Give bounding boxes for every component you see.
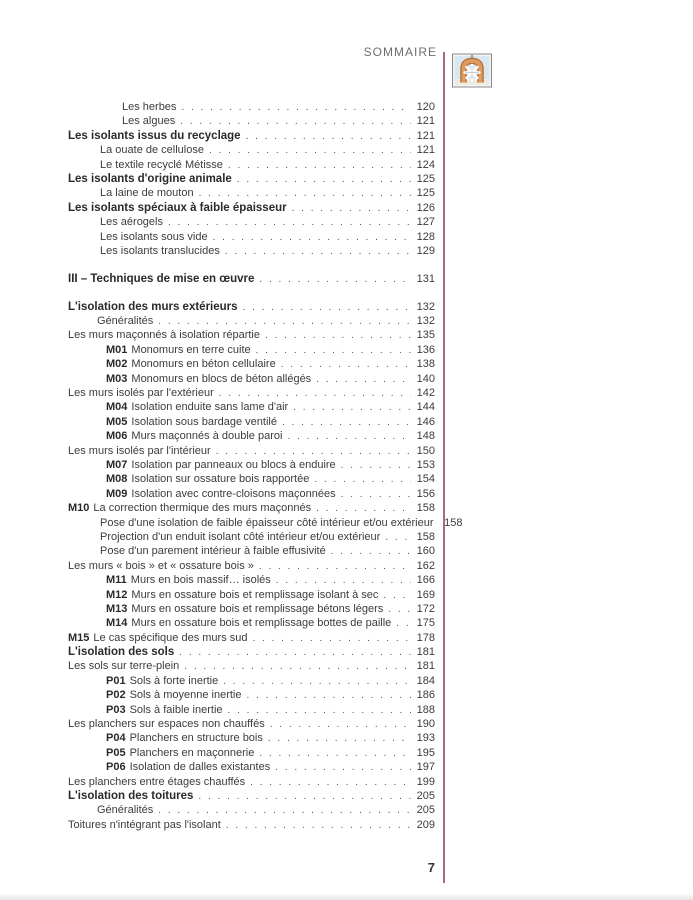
toc-entry-label: Isolation de dalles existantes (129, 761, 271, 774)
toc-entry (68, 803, 435, 817)
toc-entry-label: Les murs « bois » et « ossature bois » (68, 559, 254, 572)
toc-entry (68, 429, 435, 443)
toc-entry (68, 789, 435, 803)
toc-entry (68, 300, 435, 314)
toc-entry-page: 181 (416, 646, 435, 659)
toc-entry-label: Monomurs en terre cuite (131, 343, 251, 356)
toc-entry (68, 688, 435, 702)
dotted-leader (158, 804, 411, 818)
accent-vertical-rule (443, 52, 445, 883)
toc-entry-page: 126 (416, 201, 435, 214)
toc-entry-label: Murs en bois massif… isolés (130, 574, 271, 587)
toc-entry (68, 472, 435, 486)
toc-entry-label: Les isolants issus du recyclage (68, 129, 241, 142)
toc-entry (68, 230, 435, 244)
dotted-leader (223, 675, 411, 689)
toc-entry-page: 135 (416, 329, 435, 342)
toc-entry-label: Isolation sur ossature bois rapportée (131, 473, 310, 486)
toc-entry (68, 501, 435, 515)
toc-entry-page: 178 (416, 631, 435, 644)
toc-entry-label: Murs en ossature bois et remplissage bottes de paille (131, 617, 392, 630)
dotted-leader (228, 704, 411, 718)
toc-entry-label: Le textile recyclé Métisse (100, 158, 223, 171)
toc-entry-page: 153 (416, 458, 435, 471)
toc-entry-page: 150 (416, 444, 435, 457)
toc-entry-label: Les sols sur terre-plein (68, 660, 180, 673)
dotted-leader (181, 101, 411, 115)
toc-entry-label: Les isolants d'origine animale (68, 172, 232, 185)
toc-entry-label: Les murs isolés par l'extérieur (68, 387, 214, 400)
toc-entry-page: 121 (416, 129, 435, 142)
toc-entry-label: Murs en ossature bois et remplissage isolant à sec (131, 588, 379, 601)
toc-entry (68, 717, 435, 731)
dotted-leader (246, 130, 411, 144)
toc-entry-label: Les algues (122, 115, 176, 128)
toc-entry (68, 487, 435, 501)
toc-entry (68, 530, 435, 544)
toc-entry-code: P03 (106, 703, 126, 716)
toc-entry-label: Isolation sous bardage ventilé (131, 415, 277, 428)
toc-entry-page: 188 (416, 703, 435, 716)
toc-entry-label: Les herbes (122, 101, 177, 113)
toc-entry (68, 458, 435, 472)
toc-entry (68, 544, 435, 558)
dotted-leader (225, 245, 411, 259)
toc-entry-code: P02 (106, 689, 126, 702)
toc-entry-page: 131 (416, 272, 435, 285)
toc-entry-code: M08 (106, 473, 128, 486)
dotted-leader (276, 574, 411, 588)
dotted-leader (388, 603, 411, 617)
toc-list (68, 100, 463, 832)
dotted-leader (385, 531, 411, 545)
footer-page-number: 7 (427, 860, 435, 875)
toc-entry-code: M10 (68, 502, 90, 515)
toc-entry-page: 146 (416, 415, 435, 428)
toc-entry (68, 746, 435, 760)
toc-entry-label: La ouate de cellulose (100, 144, 204, 157)
toc-entry-label: Les planchers sur espaces non chauffés (68, 718, 265, 731)
toc-entry-page: 160 (416, 545, 435, 558)
dotted-leader (314, 473, 411, 487)
toc-entry (68, 372, 435, 386)
toc-entry (68, 559, 435, 573)
toc-entry (68, 100, 435, 114)
page-header-title: SOMMAIRE (363, 45, 437, 59)
toc-entry-label: Planchers en maçonnerie (129, 746, 255, 759)
toc-entry-page: 184 (416, 674, 435, 687)
toc-entry (68, 444, 435, 458)
dotted-leader (179, 646, 411, 660)
dotted-leader (281, 358, 411, 372)
toc-entry-label: Monomurs en béton cellulaire (131, 358, 276, 371)
toc-entry-label: Les isolants translucides (100, 244, 220, 257)
house-cross-section-icon (452, 53, 492, 88)
toc-entry-label: Le cas spécifique des murs sud (93, 631, 248, 644)
dotted-leader (184, 660, 411, 674)
dotted-leader (158, 315, 411, 329)
toc-entry-page: 169 (416, 588, 435, 601)
toc-entry-page: 190 (416, 718, 435, 731)
toc-entry-label: La laine de mouton (100, 187, 194, 200)
toc-entry-label: Toitures n'intégrant pas l'isolant (68, 818, 221, 831)
dotted-leader (256, 344, 411, 358)
toc-entry (68, 386, 435, 400)
toc-entry (68, 201, 435, 215)
publisher-logo (452, 53, 492, 88)
dotted-leader (209, 144, 411, 158)
dotted-leader (259, 747, 411, 761)
toc-entry (68, 314, 435, 328)
toc-entry-page: 127 (416, 216, 435, 229)
dotted-leader (265, 329, 411, 343)
toc-entry (68, 602, 435, 616)
toc-entry (68, 215, 435, 229)
toc-entry-page: 154 (416, 473, 435, 486)
toc-entry-label: Planchers en structure bois (129, 732, 263, 745)
dotted-leader (275, 761, 411, 775)
toc-entry-page: 128 (416, 230, 435, 243)
toc-entry (68, 143, 435, 157)
toc-entry-label: Les murs isolés par l'intérieur (68, 444, 211, 457)
dotted-leader (259, 273, 411, 287)
toc-entry-page: 158 (416, 502, 435, 515)
toc-entry-page: 186 (416, 689, 435, 702)
toc-entry-code: P06 (106, 761, 126, 774)
toc-entry-label: Monomurs en blocs de béton allégés (131, 372, 312, 385)
dotted-leader (270, 718, 411, 732)
toc-entry-page: 129 (416, 244, 435, 257)
toc-entry-page: 120 (416, 101, 435, 113)
toc-entry-label: Les isolants sous vide (100, 230, 208, 243)
dotted-leader (259, 560, 411, 574)
toc-entry-code: P05 (106, 746, 126, 759)
toc-entry-label: Isolation enduite sans lame d'air (131, 401, 289, 414)
toc-entry-page: 132 (416, 300, 435, 313)
toc-entry (68, 760, 435, 774)
dotted-leader (316, 502, 411, 516)
toc-entry-page: 162 (416, 559, 435, 572)
toc-entry-code: M07 (106, 458, 128, 471)
toc-entry (68, 674, 435, 688)
toc-entry-label: Les aérogels (100, 216, 163, 229)
toc-entry-page: 142 (416, 387, 435, 400)
dotted-leader (282, 416, 411, 430)
toc-entry-page: 136 (416, 343, 435, 356)
toc-entry (68, 703, 435, 717)
toc-entry-code: P01 (106, 674, 126, 687)
toc-entry-page: 121 (416, 115, 435, 128)
toc-entry (68, 158, 435, 172)
toc-entry-page: 148 (416, 430, 435, 443)
toc-entry-code: P04 (106, 732, 126, 745)
toc-entry (68, 645, 435, 659)
page-bottom-shadow (0, 893, 693, 900)
dotted-leader (383, 589, 411, 603)
toc-entry-page: 175 (416, 617, 435, 630)
toc-entry (68, 588, 435, 602)
toc-entry-label: L'isolation des toitures (68, 789, 194, 802)
toc-entry-label: Isolation avec contre-cloisons maçonnées (131, 487, 336, 500)
toc-entry-label: Sols à forte inertie (129, 674, 219, 687)
dotted-leader (250, 776, 411, 790)
toc-entry (68, 114, 435, 128)
toc-entry (68, 731, 435, 745)
toc-entry-page: 209 (416, 818, 435, 831)
toc-entry-page: 197 (416, 761, 435, 774)
toc-entry (68, 272, 435, 286)
toc-entry-label: Les isolants spéciaux à faible épaisseur (68, 201, 287, 214)
dotted-leader (341, 488, 411, 502)
toc-entry-label: Généralités (97, 315, 154, 328)
dotted-leader (243, 301, 411, 315)
toc-entry-code: M12 (106, 588, 128, 601)
toc-entry-label: L'isolation des murs extérieurs (68, 300, 238, 313)
dotted-leader (287, 430, 411, 444)
toc-entry-code: M13 (106, 602, 128, 615)
toc-entry-label: III – Techniques de mise en œuvre (68, 272, 255, 285)
toc-entry (68, 172, 435, 186)
dotted-leader (213, 231, 411, 245)
toc-entry-page: 205 (416, 789, 435, 802)
dotted-leader (246, 689, 411, 703)
toc-entry-label: Isolation par panneaux ou blocs à enduire (131, 458, 336, 471)
dotted-leader (316, 373, 411, 387)
dotted-leader (293, 401, 411, 415)
toc-entry-code: M03 (106, 372, 128, 385)
toc-entry-page: 125 (416, 187, 435, 200)
toc-entry-code: M15 (68, 631, 90, 644)
toc-entry-code: M14 (106, 617, 128, 630)
toc-entry-code: M05 (106, 415, 128, 428)
toc-entry-label: Généralités (97, 804, 154, 817)
toc-entry-page: 125 (416, 172, 435, 185)
toc-entry (68, 415, 435, 429)
toc-entry (68, 573, 435, 587)
toc-entry-label: Projection d'un enduit isolant côté intérieur et/ou extérieur (100, 530, 381, 543)
toc-entry-page: 124 (416, 158, 435, 171)
toc-entry (68, 400, 435, 414)
toc-entry-page: 156 (416, 487, 435, 500)
toc-entry (68, 616, 435, 630)
toc-entry-page: 158 (416, 530, 435, 543)
toc-entry-page: 172 (416, 602, 435, 615)
dotted-leader (341, 459, 411, 473)
toc-entry-page: 166 (416, 574, 435, 587)
toc-entry (68, 129, 435, 143)
toc-entry-code: M02 (106, 358, 128, 371)
toc-entry (68, 186, 435, 200)
toc-entry (68, 328, 435, 342)
toc-entry-label: Pose d'un parement intérieur à faible effusivité (100, 545, 326, 558)
dotted-leader (268, 732, 411, 746)
toc-entry-label: Les murs maçonnés à isolation répartie (68, 329, 260, 342)
toc-entry (68, 631, 435, 645)
toc-entry-page: 121 (416, 144, 435, 157)
toc-entry-page: 195 (416, 746, 435, 759)
dotted-leader (216, 445, 411, 459)
toc-entry-label: Sols à moyenne inertie (129, 689, 242, 702)
dotted-leader (292, 202, 411, 216)
toc-entry (68, 775, 435, 789)
dotted-leader (168, 216, 411, 230)
toc-entry-code: M11 (106, 574, 127, 587)
toc-entry-code: M09 (106, 487, 128, 500)
dotted-leader (199, 187, 411, 201)
toc-entry-page: 193 (416, 732, 435, 745)
dotted-leader (228, 159, 411, 173)
toc-entry-page: 199 (416, 775, 435, 788)
dotted-leader (219, 387, 411, 401)
toc-entry-page: 138 (416, 358, 435, 371)
toc-entry-label: L'isolation des sols (68, 646, 175, 659)
toc-entry-label: Sols à faible inertie (129, 703, 223, 716)
toc-entry-page: 181 (416, 660, 435, 673)
dotted-leader (331, 545, 411, 559)
toc-entry-page: 158 (444, 516, 463, 529)
dotted-leader (180, 115, 411, 129)
toc-entry-code: M06 (106, 430, 128, 443)
toc-entry-label: Pose d'une isolation de faible épaisseur côté intérieur et/ou extérieur (100, 516, 434, 529)
dotted-leader (237, 173, 411, 187)
toc-entry-page: 132 (416, 315, 435, 328)
toc-entry (68, 516, 463, 530)
toc-entry-label: Murs maçonnés à double paroi (131, 430, 283, 443)
toc-entry-label: Les planchers entre étages chauffés (68, 775, 246, 788)
toc-entry-page: 144 (416, 401, 435, 414)
toc-entry (68, 818, 435, 832)
toc-entry (68, 357, 435, 371)
dotted-leader (253, 632, 412, 646)
dotted-leader (396, 617, 411, 631)
toc-entry-label: Murs en ossature bois et remplissage bétons légers (131, 602, 384, 615)
toc-entry (68, 343, 435, 357)
toc-entry-label: La correction thermique des murs maçonnés (93, 502, 312, 515)
toc-entry-page: 205 (416, 804, 435, 817)
dotted-leader (226, 819, 411, 833)
toc-entry-code: M04 (106, 401, 128, 414)
toc-entry (68, 244, 435, 258)
toc-entry-page: 140 (416, 372, 435, 385)
toc-entry (68, 659, 435, 673)
dotted-leader (198, 790, 411, 804)
toc-entry-code: M01 (106, 343, 128, 356)
